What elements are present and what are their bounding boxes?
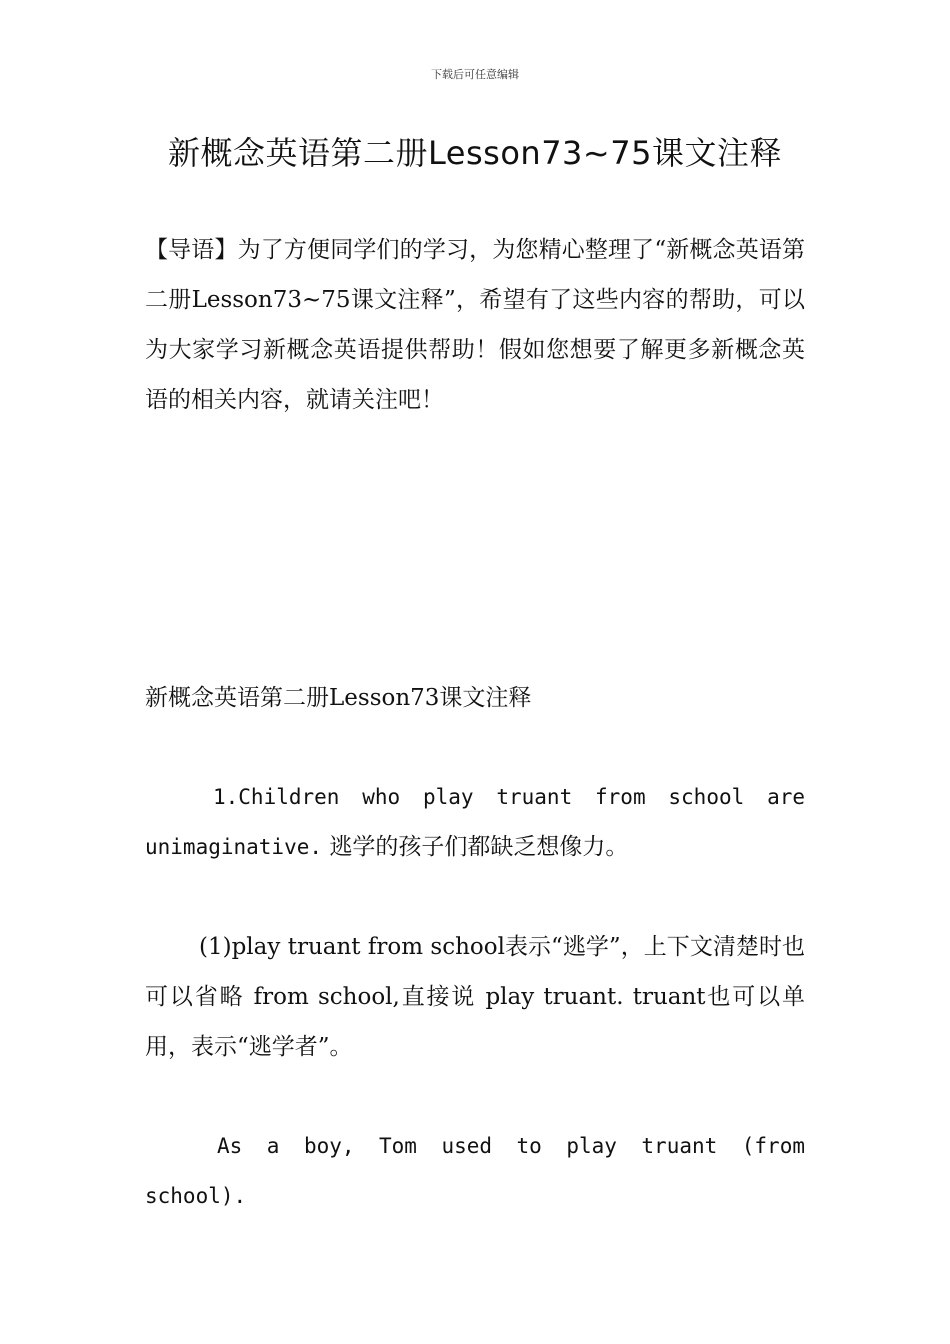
note-1-chinese: 逃学的孩子们都缺乏想像力。	[322, 834, 629, 860]
document-title: 新概念英语第二册Lesson73~75课文注释	[168, 134, 782, 172]
intro-paragraph: 【导语】为了方便同学们的学习，为您精心整理了“新概念英语第二册Lesson73~75课文注释”，希望有了这些内容的帮助，可以为大家学习新概念英语提供帮助！假如您想要了解更多新概念英语的相关内容，就请关注吧！	[145, 237, 805, 413]
example-sentence: As a boy, Tom used to play truant (from school).	[145, 1134, 805, 1208]
note-1-english: 1.Children who play truant from school are unimaginative.	[145, 785, 805, 859]
header-note: 下载后可任意编辑	[431, 68, 519, 81]
note-1-1-paragraph: (1)play truant from school表示“逃学”，上下文清楚时也可以省略 from school,直接说 play truant. truant也可以单用，表示“逃学者”。	[145, 934, 805, 1060]
note-1-paragraph	[145, 772, 805, 872]
section-heading: 新概念英语第二册Lesson73课文注释	[145, 685, 532, 711]
